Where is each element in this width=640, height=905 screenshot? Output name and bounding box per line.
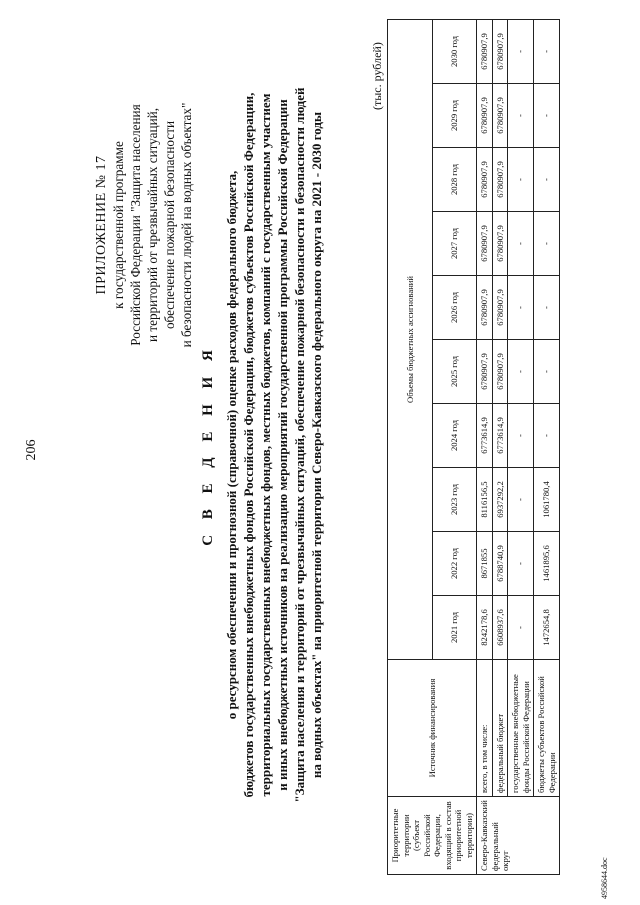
value-cell: - bbox=[534, 340, 560, 404]
funding-table bbox=[387, 19, 560, 875]
heading-line: территориальных государственных внебюджетных фондов, местных бюджетов, компаний с государственным участием bbox=[258, 93, 273, 797]
value-cell: - bbox=[508, 84, 534, 148]
value-cell: 6780907,9 bbox=[477, 19, 493, 83]
heading-line: "Защита населения и территорий от чрезвычайных ситуаций, обеспечение пожарной безопасности и безопасности людей bbox=[292, 87, 307, 803]
table-row bbox=[534, 19, 560, 874]
value-cell: 6788740,9 bbox=[492, 532, 508, 596]
appendix-line: и безопасности людей на водных объектах" bbox=[179, 102, 194, 348]
source-cell: бюджеты субъектов Российской Федерации bbox=[534, 660, 560, 797]
year-header: 2030 год bbox=[432, 19, 477, 83]
value-cell: 6780907,9 bbox=[477, 340, 493, 404]
heading-line: бюджетов государственных внебюджетных фондов Российской Федерации, бюджетов субъектов Российской Федерации, bbox=[241, 92, 256, 798]
value-cell: 6780907,9 bbox=[492, 19, 508, 83]
year-header: 2021 год bbox=[432, 596, 477, 660]
value-cell: - bbox=[534, 404, 560, 468]
value-cell: 6780907,9 bbox=[477, 84, 493, 148]
heading-title: С В Е Д Е Н И Я bbox=[200, 344, 216, 546]
territory-cell: Северо-Кавказский федеральный округ bbox=[477, 797, 560, 875]
value-cell: 6780907,9 bbox=[477, 212, 493, 276]
value-cell: - bbox=[508, 340, 534, 404]
document-heading bbox=[200, 45, 325, 845]
year-header: 2029 год bbox=[432, 84, 477, 148]
value-cell: 6780907,9 bbox=[477, 276, 493, 340]
value-cell: - bbox=[508, 212, 534, 276]
value-cell: 6780907,9 bbox=[492, 84, 508, 148]
header-source: Источник финансирования bbox=[388, 660, 477, 797]
source-cell: федеральный бюджет bbox=[492, 660, 508, 797]
value-cell: - bbox=[508, 468, 534, 532]
heading-line: о ресурсном обеспечении и прогнозной (справочной) оценке расходов федерального бюджета, bbox=[224, 170, 239, 720]
value-cell: - bbox=[508, 532, 534, 596]
value-cell: 6780907,9 bbox=[492, 340, 508, 404]
value-cell: 1061780,4 bbox=[534, 468, 560, 532]
source-cell: всего, в том числе: bbox=[477, 660, 493, 797]
value-cell: 6780907,9 bbox=[492, 212, 508, 276]
table-row bbox=[492, 19, 508, 874]
header-allocations: Объемы бюджетных ассигнований bbox=[388, 19, 433, 659]
appendix-title: ПРИЛОЖЕНИЕ № 17 bbox=[94, 155, 109, 295]
year-header: 2026 год bbox=[432, 276, 477, 340]
value-cell: - bbox=[508, 148, 534, 212]
header-territory: Приоритетные территории (субъект Российской Федерации, входящий в состав приоритетной территории) bbox=[388, 797, 477, 875]
value-cell: 6773614,9 bbox=[477, 404, 493, 468]
year-header: 2024 год bbox=[432, 404, 477, 468]
value-cell: 6780907,9 bbox=[492, 148, 508, 212]
header-row bbox=[388, 19, 433, 874]
year-header: 2025 год bbox=[432, 340, 477, 404]
value-cell: - bbox=[534, 19, 560, 83]
value-cell: 6773614,9 bbox=[492, 404, 508, 468]
appendix-line: к государственной программе bbox=[111, 141, 126, 309]
year-header: 2022 год bbox=[432, 532, 477, 596]
value-cell: 8116156,5 bbox=[477, 468, 493, 532]
value-cell: 6780907,9 bbox=[492, 276, 508, 340]
value-cell: - bbox=[508, 404, 534, 468]
value-cell: 1461895,6 bbox=[534, 532, 560, 596]
heading-line: на водных объектах" на приоритетной территории Северо-Кавказского федерального округа на 2021 - 2030 годы bbox=[309, 111, 324, 779]
value-cell: 8242178,6 bbox=[477, 596, 493, 660]
value-cell: - bbox=[534, 84, 560, 148]
value-cell: - bbox=[508, 276, 534, 340]
heading-line: и иных внебюджетных источников на реализацию мероприятий государственной программы Российской Федерации bbox=[275, 99, 290, 791]
appendix-line: и территорий от чрезвычайных ситуаций, bbox=[145, 108, 160, 343]
value-cell: 6937292,2 bbox=[492, 468, 508, 532]
value-cell: 6780907,9 bbox=[477, 148, 493, 212]
value-cell: 8671855 bbox=[477, 532, 493, 596]
value-cell: - bbox=[534, 148, 560, 212]
year-header: 2028 год bbox=[432, 148, 477, 212]
source-cell: государственные внебюджетные фонды Российской Федерации bbox=[508, 660, 534, 797]
value-cell: 6608937,6 bbox=[492, 596, 508, 660]
appendix-line: Российской Федерации "Защита населения bbox=[128, 104, 143, 346]
appendix-line: обеспечение пожарной безопасности bbox=[162, 120, 177, 330]
file-code: 4958644.doc bbox=[600, 857, 609, 899]
year-header: 2027 год bbox=[432, 212, 477, 276]
value-cell: - bbox=[534, 212, 560, 276]
value-cell: - bbox=[534, 276, 560, 340]
value-cell: - bbox=[508, 596, 534, 660]
table-row bbox=[508, 19, 534, 874]
table-row bbox=[477, 19, 493, 874]
units-label: (тыс. рублей) bbox=[370, 42, 384, 110]
appendix-block bbox=[93, 60, 195, 390]
year-header: 2023 год bbox=[432, 468, 477, 532]
value-cell: 1472654,8 bbox=[534, 596, 560, 660]
value-cell: - bbox=[508, 19, 534, 83]
page-number: 206 bbox=[24, 439, 39, 461]
